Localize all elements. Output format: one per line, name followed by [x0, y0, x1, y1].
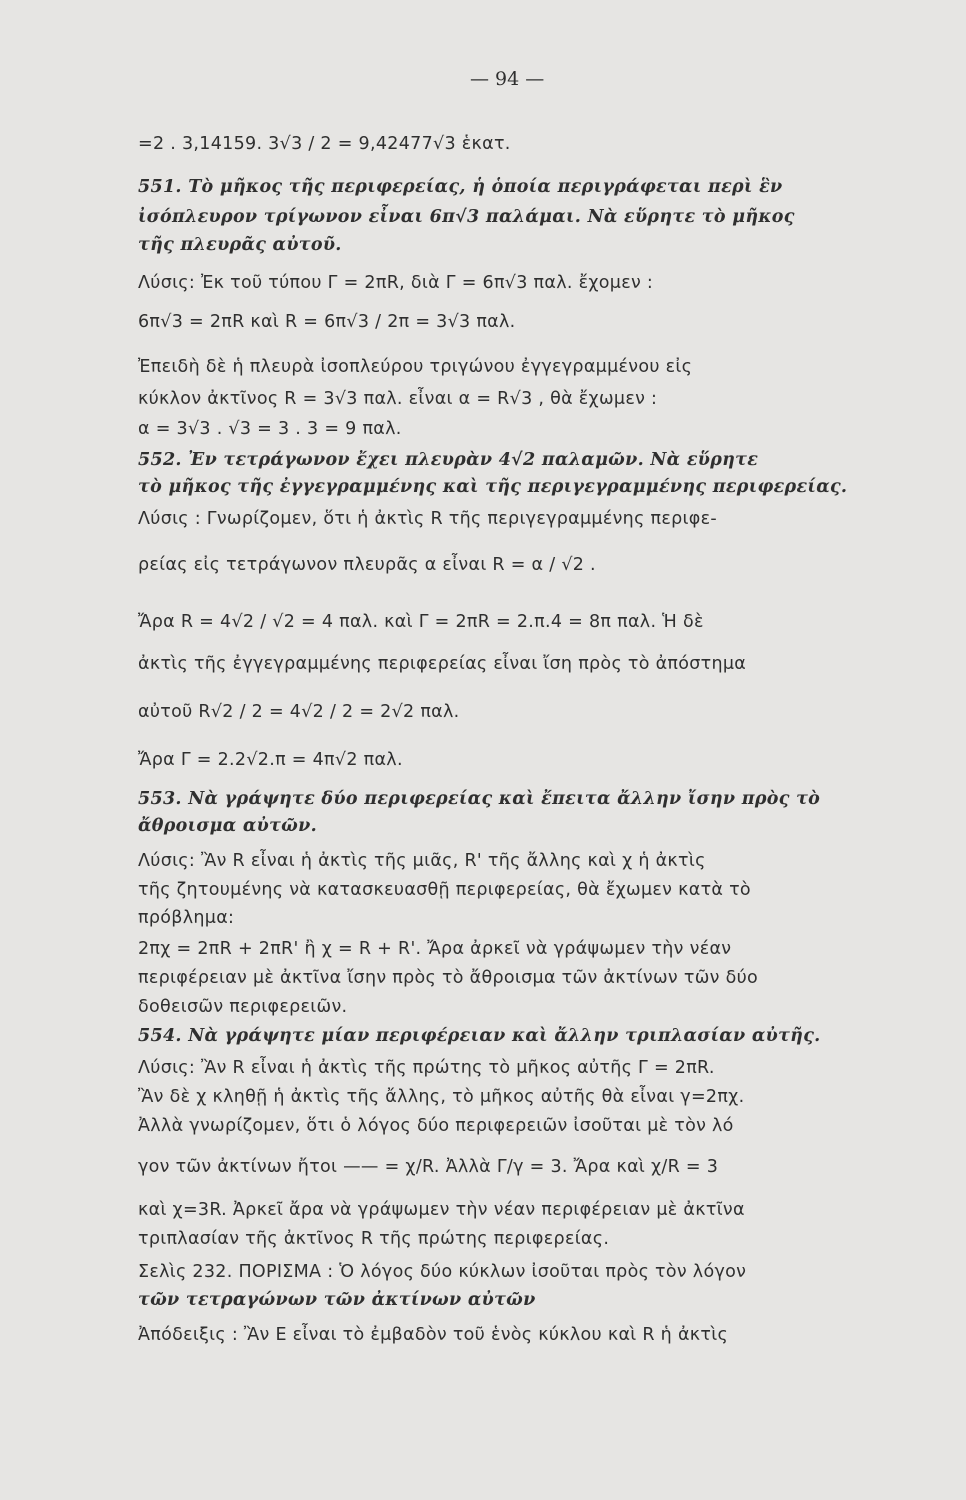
text-line: ἄθροισμα αὐτῶν.: [138, 816, 317, 836]
text-line: Ἀλλὰ γνωρίζομεν, ὅτι ὁ λόγος δύο περιφερειῶν ἰσοῦται μὲ τὸν λό: [138, 1116, 734, 1136]
text-line: τῶν τετραγώνων τῶν ἀκτίνων αὐτῶν: [138, 1290, 536, 1310]
text-line: καὶ χ=3R. Ἀρκεῖ ἄρα νὰ γράψωμεν τὴν νέαν περιφέρειαν μὲ ἀκτῖνα: [138, 1200, 745, 1220]
text-line: 554. Νὰ γράψητε μίαν περιφέρειαν καὶ ἄλλην τριπλασίαν αὐτῆς.: [138, 1026, 821, 1046]
text-line: Ἂν δὲ χ κληθῇ ἡ ἀκτὶς τῆς ἄλλης, τὸ μῆκος αὐτῆς θὰ εἶναι γ=2πχ.: [138, 1087, 745, 1107]
text-line: τριπλασίαν τῆς ἀκτῖνος R τῆς πρώτης περιφερείας.: [138, 1229, 610, 1249]
text-line: πρόβλημα:: [138, 908, 235, 928]
text-line: 6π√3 = 2πR καὶ R = 6π√3 / 2π = 3√3 παλ.: [138, 312, 516, 332]
text-line: α = 3√3 . √3 = 3 . 3 = 9 παλ.: [138, 419, 402, 439]
text-line: =2 . 3,14159. 3√3 / 2 = 9,42477√3 ἑκατ.: [138, 134, 511, 154]
text-line: Ἄρα R = 4√2 / √2 = 4 παλ. καὶ Γ = 2πR = 2.π.4 = 8π παλ. Ἡ δὲ: [138, 612, 704, 632]
text-line: 552. Ἐν τετράγωνον ἔχει πλευρὰν 4√2 παλαμῶν. Νὰ εὕρητε: [138, 450, 759, 470]
text-line: Σελὶς 232. ΠΟΡΙΣΜΑ : Ὁ λόγος δύο κύκλων ἰσοῦται πρὸς τὸν λόγον: [138, 1262, 747, 1282]
text-line: ἰσόπλευρον τρίγωνον εἶναι 6π√3 παλάμαι. Νὰ εὕρητε τὸ μῆκος: [138, 207, 795, 227]
text-line: 551. Τὸ μῆκος τῆς περιφερείας, ἡ ὁποία περιγράφεται περὶ ἓν: [138, 177, 783, 197]
text-line: τῆς πλευρᾶς αὐτοῦ.: [138, 235, 342, 255]
text-line: Λύσις: Ἂν R εἶναι ἡ ἀκτὶς τῆς πρώτης τὸ μῆκος αὐτῆς Γ = 2πR.: [138, 1058, 715, 1078]
page-number: — 94 —: [470, 68, 545, 90]
text-line: 2πχ = 2πR + 2πR' ἢ χ = R + R'. Ἄρα ἀρκεῖ νὰ γράψωμεν τὴν νέαν: [138, 939, 732, 959]
text-line: Ἄρα Γ = 2.2√2.π = 4π√2 παλ.: [138, 750, 403, 770]
text-line: τῆς ζητουμένης νὰ κατασκευασθῇ περιφερείας, θὰ ἔχωμεν κατὰ τὸ: [138, 880, 751, 900]
text-line: Ἐπειδὴ δὲ ἡ πλευρὰ ἰσοπλεύρου τριγώνου ἐγγεγραμμένου εἰς: [138, 357, 693, 377]
text-line: αὐτοῦ R√2 / 2 = 4√2 / 2 = 2√2 παλ.: [138, 702, 460, 722]
text-line: περιφέρειαν μὲ ἀκτῖνα ἴσην πρὸς τὸ ἄθροισμα τῶν ἀκτίνων τῶν δύο: [138, 968, 759, 988]
text-line: ἀκτὶς τῆς ἐγγεγραμμένης περιφερείας εἶναι ἴση πρὸς τὸ ἀπόστημα: [138, 654, 747, 674]
text-line: ρείας εἰς τετράγωνον πλευρᾶς α εἶναι R = α / √2 .: [138, 555, 596, 575]
text-line: κύκλον ἀκτῖνος R = 3√3 παλ. εἶναι α = R√3 , θὰ ἔχωμεν :: [138, 389, 658, 409]
text-line: Λύσις : Γνωρίζομεν, ὅτι ἡ ἀκτὶς R τῆς περιγεγραμμένης περιφε-: [138, 509, 717, 529]
text-line: 553. Νὰ γράψητε δύο περιφερείας καὶ ἔπειτα ἄλλην ἴσην πρὸς τὸ: [138, 789, 821, 809]
text-line: δοθεισῶν περιφερειῶν.: [138, 997, 348, 1017]
text-line: Λύσις: Ἂν R εἶναι ἡ ἀκτὶς τῆς μιᾶς, R' τῆς ἄλλης καὶ χ ἡ ἀκτὶς: [138, 851, 706, 871]
text-line: γον τῶν ἀκτίνων ἤτοι —— = χ/R. Ἀλλὰ Γ/γ = 3. Ἄρα καὶ χ/R = 3: [138, 1157, 719, 1177]
text-line: τὸ μῆκος τῆς ἐγγεγραμμένης καὶ τῆς περιγεγραμμένης περιφερείας.: [138, 477, 848, 497]
text-line: Ἀπόδειξις : Ἂν Ε εἶναι τὸ ἐμβαδὸν τοῦ ἑνὸς κύκλου καὶ R ἡ ἀκτὶς: [138, 1325, 729, 1345]
text-line: Λύσις: Ἐκ τοῦ τύπου Γ = 2πR, διὰ Γ = 6π√3 παλ. ἔχομεν :: [138, 273, 654, 293]
